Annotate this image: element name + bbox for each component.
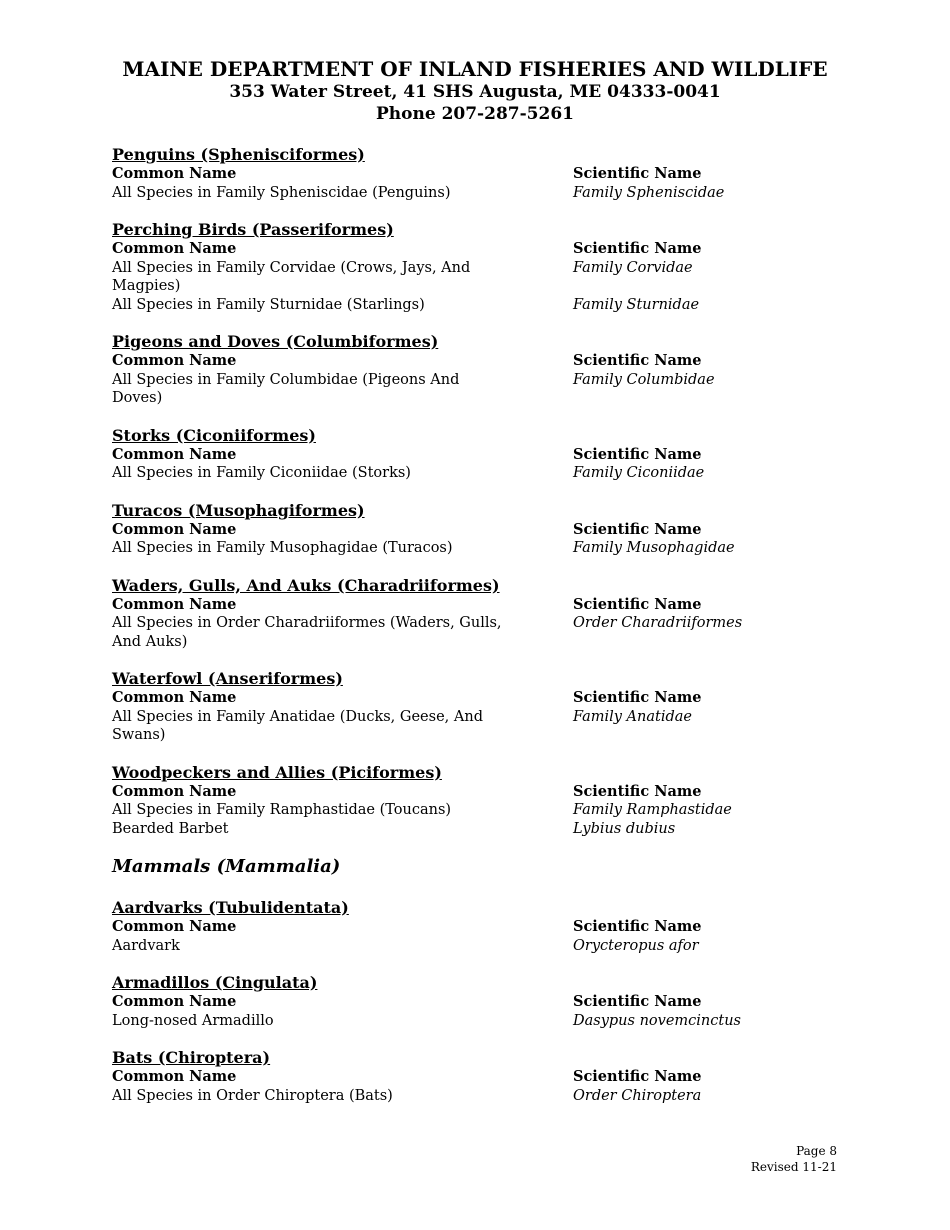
birds-sections [112, 145, 852, 838]
scientific-name: Family Anatidae [573, 708, 692, 725]
section-title: Armadillos (Cingulata) [112, 973, 318, 992]
taxon-section [112, 973, 852, 1030]
common-name-header: Common Name [112, 689, 237, 706]
common-name: All Species in Family Columbidae (Pigeons And Doves) [112, 371, 460, 406]
common-name-header: Common Name [112, 520, 237, 538]
species-row [112, 708, 852, 745]
common-name: All Species in Family Corvidae (Crows, Jays, And Magpies) [112, 259, 471, 294]
species-row [112, 820, 852, 839]
mammals-sections [112, 898, 852, 1105]
department-title: MAINE DEPARTMENT OF INLAND FISHERIES AND WILDLIFE [122, 57, 828, 81]
taxon-section [112, 145, 852, 202]
common-name-header: Common Name [112, 165, 237, 182]
common-name-header: Common Name [112, 782, 237, 800]
taxon-section [112, 426, 852, 483]
page-footer [751, 1143, 837, 1175]
revision-date: Revised 11-21 [750, 1160, 837, 1174]
scientific-name: Family Ramphastidae [573, 802, 732, 818]
section-title: Turacos (Musophagiformes) [112, 500, 365, 520]
section-title: Storks (Ciconiiformes) [112, 425, 316, 445]
common-name: All Species in Family Ciconiidae (Storks) [112, 465, 411, 481]
common-name: Bearded Barbet [112, 820, 229, 837]
column-header-row [112, 596, 852, 615]
department-phone: Phone 207-287-5261 [376, 104, 574, 124]
page-number: Page 8 [796, 1144, 837, 1158]
scientific-name: Family Ciconiidae [573, 465, 705, 481]
common-name: All Species in Order Chiroptera (Bats) [112, 1087, 393, 1104]
section-title: Penguins (Sphenisciformes) [112, 145, 365, 164]
scientific-name-header: Scientific Name [573, 782, 702, 800]
section-title: Aardvarks (Tubulidentata) [112, 898, 349, 917]
species-row [112, 184, 852, 203]
class-heading-mammals: Mammals (Mammalia) [112, 856, 341, 877]
column-header-row [112, 521, 852, 540]
common-name-header: Common Name [112, 918, 237, 935]
common-name: All Species in Family Musophagidae (Turacos) [112, 540, 453, 556]
species-row [112, 1012, 852, 1031]
common-name: All Species in Family Sturnidae (Starlings) [112, 296, 425, 313]
column-header-row [112, 993, 852, 1012]
scientific-name: Order Charadriiformes [573, 615, 743, 631]
common-name-header: Common Name [112, 1068, 237, 1085]
common-name: All Species in Family Anatidae (Ducks, Geese, And Swans) [112, 708, 483, 743]
column-header-row [112, 165, 852, 184]
common-name: All Species in Family Spheniscidae (Penguins) [112, 184, 451, 201]
scientific-name-header: Scientific Name [573, 993, 702, 1010]
scientific-name: Family Corvidae [573, 259, 693, 276]
species-row [112, 371, 852, 408]
taxon-section [112, 763, 852, 839]
common-name-header: Common Name [112, 445, 237, 463]
column-header-row [112, 352, 852, 371]
section-title: Bats (Chiroptera) [112, 1048, 271, 1067]
scientific-name: Dasypus novemcinctus [573, 1012, 741, 1029]
common-name-header: Common Name [112, 993, 237, 1010]
scientific-name: Lybius dubius [573, 820, 676, 837]
taxon-section [112, 501, 852, 558]
species-row [112, 464, 852, 483]
common-name: All Species in Family Ramphastidae (Toucans) [112, 802, 452, 818]
common-name-header: Common Name [112, 240, 237, 257]
species-row [112, 259, 852, 296]
column-header-row [112, 446, 852, 465]
section-title: Pigeons and Doves (Columbiformes) [112, 332, 439, 351]
common-name: Long-nosed Armadillo [112, 1012, 274, 1029]
scientific-name-header: Scientific Name [573, 445, 702, 463]
section-title: Waders, Gulls, And Auks (Charadriiformes) [112, 575, 500, 595]
section-title: Woodpeckers and Allies (Piciformes) [112, 762, 442, 782]
scientific-name: Family Musophagidae [573, 540, 735, 556]
taxon-section [112, 332, 852, 408]
taxon-section [112, 1048, 852, 1105]
column-header-row [112, 240, 852, 259]
common-name: Aardvark [112, 937, 180, 954]
column-header-row [112, 918, 852, 937]
species-row [112, 296, 852, 315]
scientific-name-header: Scientific Name [573, 240, 702, 257]
common-name: All Species in Order Charadriiformes (Waders, Gulls, And Auks) [112, 615, 502, 650]
species-row [112, 801, 852, 820]
taxon-section [112, 576, 852, 652]
scientific-name-header: Scientific Name [573, 918, 702, 935]
scientific-name: Family Sturnidae [573, 296, 700, 313]
species-row [112, 1087, 852, 1106]
taxon-section [112, 220, 852, 314]
species-list [112, 145, 852, 1123]
scientific-name: Order Chiroptera [573, 1087, 702, 1104]
species-row [112, 937, 852, 956]
scientific-name-header: Scientific Name [573, 165, 702, 182]
scientific-name: Orycteropus afor [573, 937, 699, 954]
section-title: Waterfowl (Anseriformes) [112, 669, 343, 688]
taxon-section [112, 898, 852, 955]
species-row [112, 614, 852, 651]
column-header-row [112, 1068, 852, 1087]
section-title: Perching Birds (Passeriformes) [112, 220, 394, 239]
document-header [0, 57, 950, 125]
column-header-row [112, 783, 852, 802]
scientific-name: Family Columbidae [573, 371, 715, 388]
scientific-name-header: Scientific Name [573, 689, 702, 706]
department-address: 353 Water Street, 41 SHS Augusta, ME 04333-0041 [229, 82, 721, 102]
taxon-section [112, 669, 852, 745]
scientific-name-header: Scientific Name [573, 520, 702, 538]
scientific-name-header: Scientific Name [573, 352, 702, 369]
species-row [112, 539, 852, 558]
common-name-header: Common Name [112, 352, 237, 369]
scientific-name-header: Scientific Name [573, 1068, 702, 1085]
scientific-name-header: Scientific Name [573, 595, 702, 613]
scientific-name: Family Spheniscidae [573, 184, 725, 201]
common-name-header: Common Name [112, 595, 237, 613]
column-header-row [112, 689, 852, 708]
